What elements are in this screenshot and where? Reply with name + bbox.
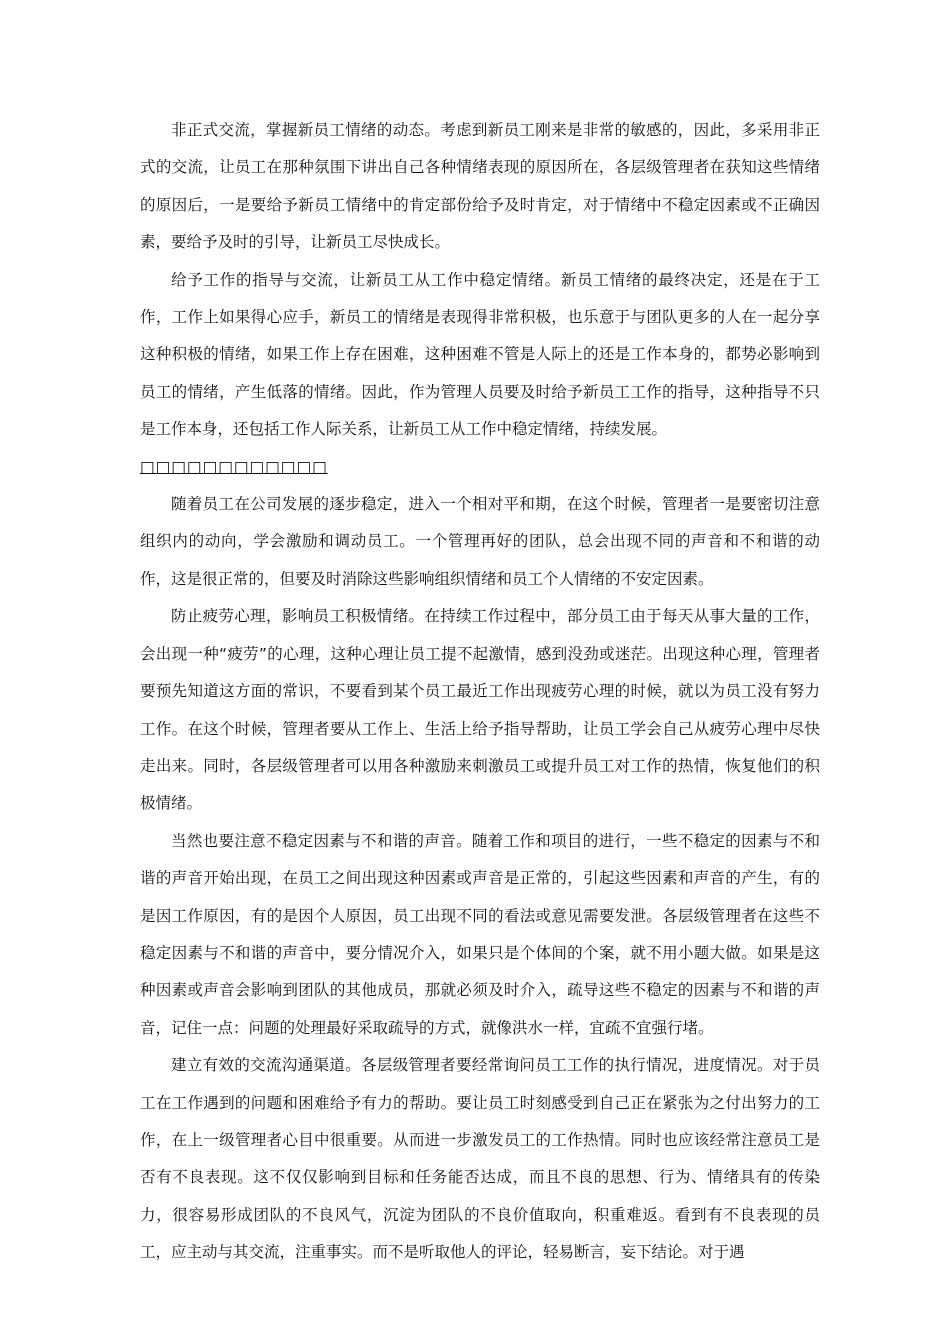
section-heading: □□□□□□□□□□□□ <box>140 457 328 476</box>
paragraph-communication-channels: 建立有效的交流沟通渠道。各层级管理者要经常询问员工工作的执行情况，进度情况。对于员工在工作遇到的问题和困难给予有力的帮助。要让员工时刻感受到自己正在紧张为之付出努力的工作，在上一级管理者心目中很重要。从而进一步激发员工的工作热情。同时也应该经常注意员工是否有不良表现。这不仅仅影响到目标和任务能否达成，而且不良的思想、行为、情绪具有的传染力，很容易形成团队的不良风气，沉淀为团队的不良价值取向，积重难返。看到有不良表现的员工，应主动与其交流，注重事实。而不是听取他人的评论，轻易断言，妄下结论。对于遇 <box>140 1056 820 1262</box>
paragraph-informal-communication: 非正式交流，掌握新员工情绪的动态。考虑到新员工刚来是非常的敏感的，因此，多采用非正式的交流，让员工在那种氛围下讲出自己各种情绪表现的原因所在，各层级管理者在获知这些情绪的原因后，一是要给予新员工情绪中的肯定部份给予及时肯定，对于情绪中不稳定因素或不正确因素，要给予及时的引导，让新员工尽快成长。 <box>140 121 820 252</box>
document-page <box>140 112 820 1272</box>
paragraph-prevent-fatigue: 防止疲劳心理，影响员工积极情绪。在持续工作过程中，部分员工由于每天从事大量的工作，会出现一种“疲劳”的心理，这种心理让员工提不起激情，感到没劲或迷茫。出现这种心理，管理者要预先知道这方面的常识，不要看到某个员工最近工作出现疲劳心理的时候，就以为员工没有努力工作。在这个时候，管理者要从工作上、生活上给予指导帮助，让员工学会自己从疲劳心理中尽快走出来。同时，各层级管理者可以用各种激励来刺激员工或提升员工对工作的热情，恢复他们的积极情绪。 <box>140 607 820 813</box>
paragraph-stable-period: 随着员工在公司发展的逐步稳定，进入一个相对平和期，在这个时候，管理者一是要密切注意组织内的动向，学会激励和调动员工。一个管理再好的团队，总会出现不同的声音和不和谐的动作，这是很正常的，但要及时消除这些影响组织情绪和员工个人情绪的不安定因素。 <box>140 495 820 588</box>
paragraph-work-guidance: 给予工作的指导与交流，让新员工从工作中稳定情绪。新员工情绪的最终决定，还是在于工作，工作上如果得心应手，新员工的情绪是表现得非常积极，也乐意于与团队更多的人在一起分享这种积极的情绪，如果工作上存在困难，这种困难不管是人际上的还是工作本身的，都势必影响到员工的情绪，产生低落的情绪。因此，作为管理人员要及时给予新员工工作的指导，这种指导不只是工作本身，还包括工作人际关系，让新员工从工作中稳定情绪，持续发展。 <box>140 270 820 439</box>
paragraph-unstable-factors: 当然也要注意不稳定因素与不和谐的声音。随着工作和项目的进行，一些不稳定的因素与不和谐的声音开始出现，在员工之间出现这种因素或声音是正常的，引起这些因素和声音的产生，有的是因工作原因，有的是因个人原因，员工出现不同的看法或意见需要发泄。各层级管理者在这些不稳定因素与不和谐的声音中，要分情况介入，如果只是个体间的个案，就不用小题大做。如果是这种因素或声音会影响到团队的其他成员，那就必须及时介入，疏导这些不稳定的因素与不和谐的声音，记住一点：问题的处理最好采取疏导的方式，就像洪水一样，宜疏不宜强行堵。 <box>140 831 820 1037</box>
